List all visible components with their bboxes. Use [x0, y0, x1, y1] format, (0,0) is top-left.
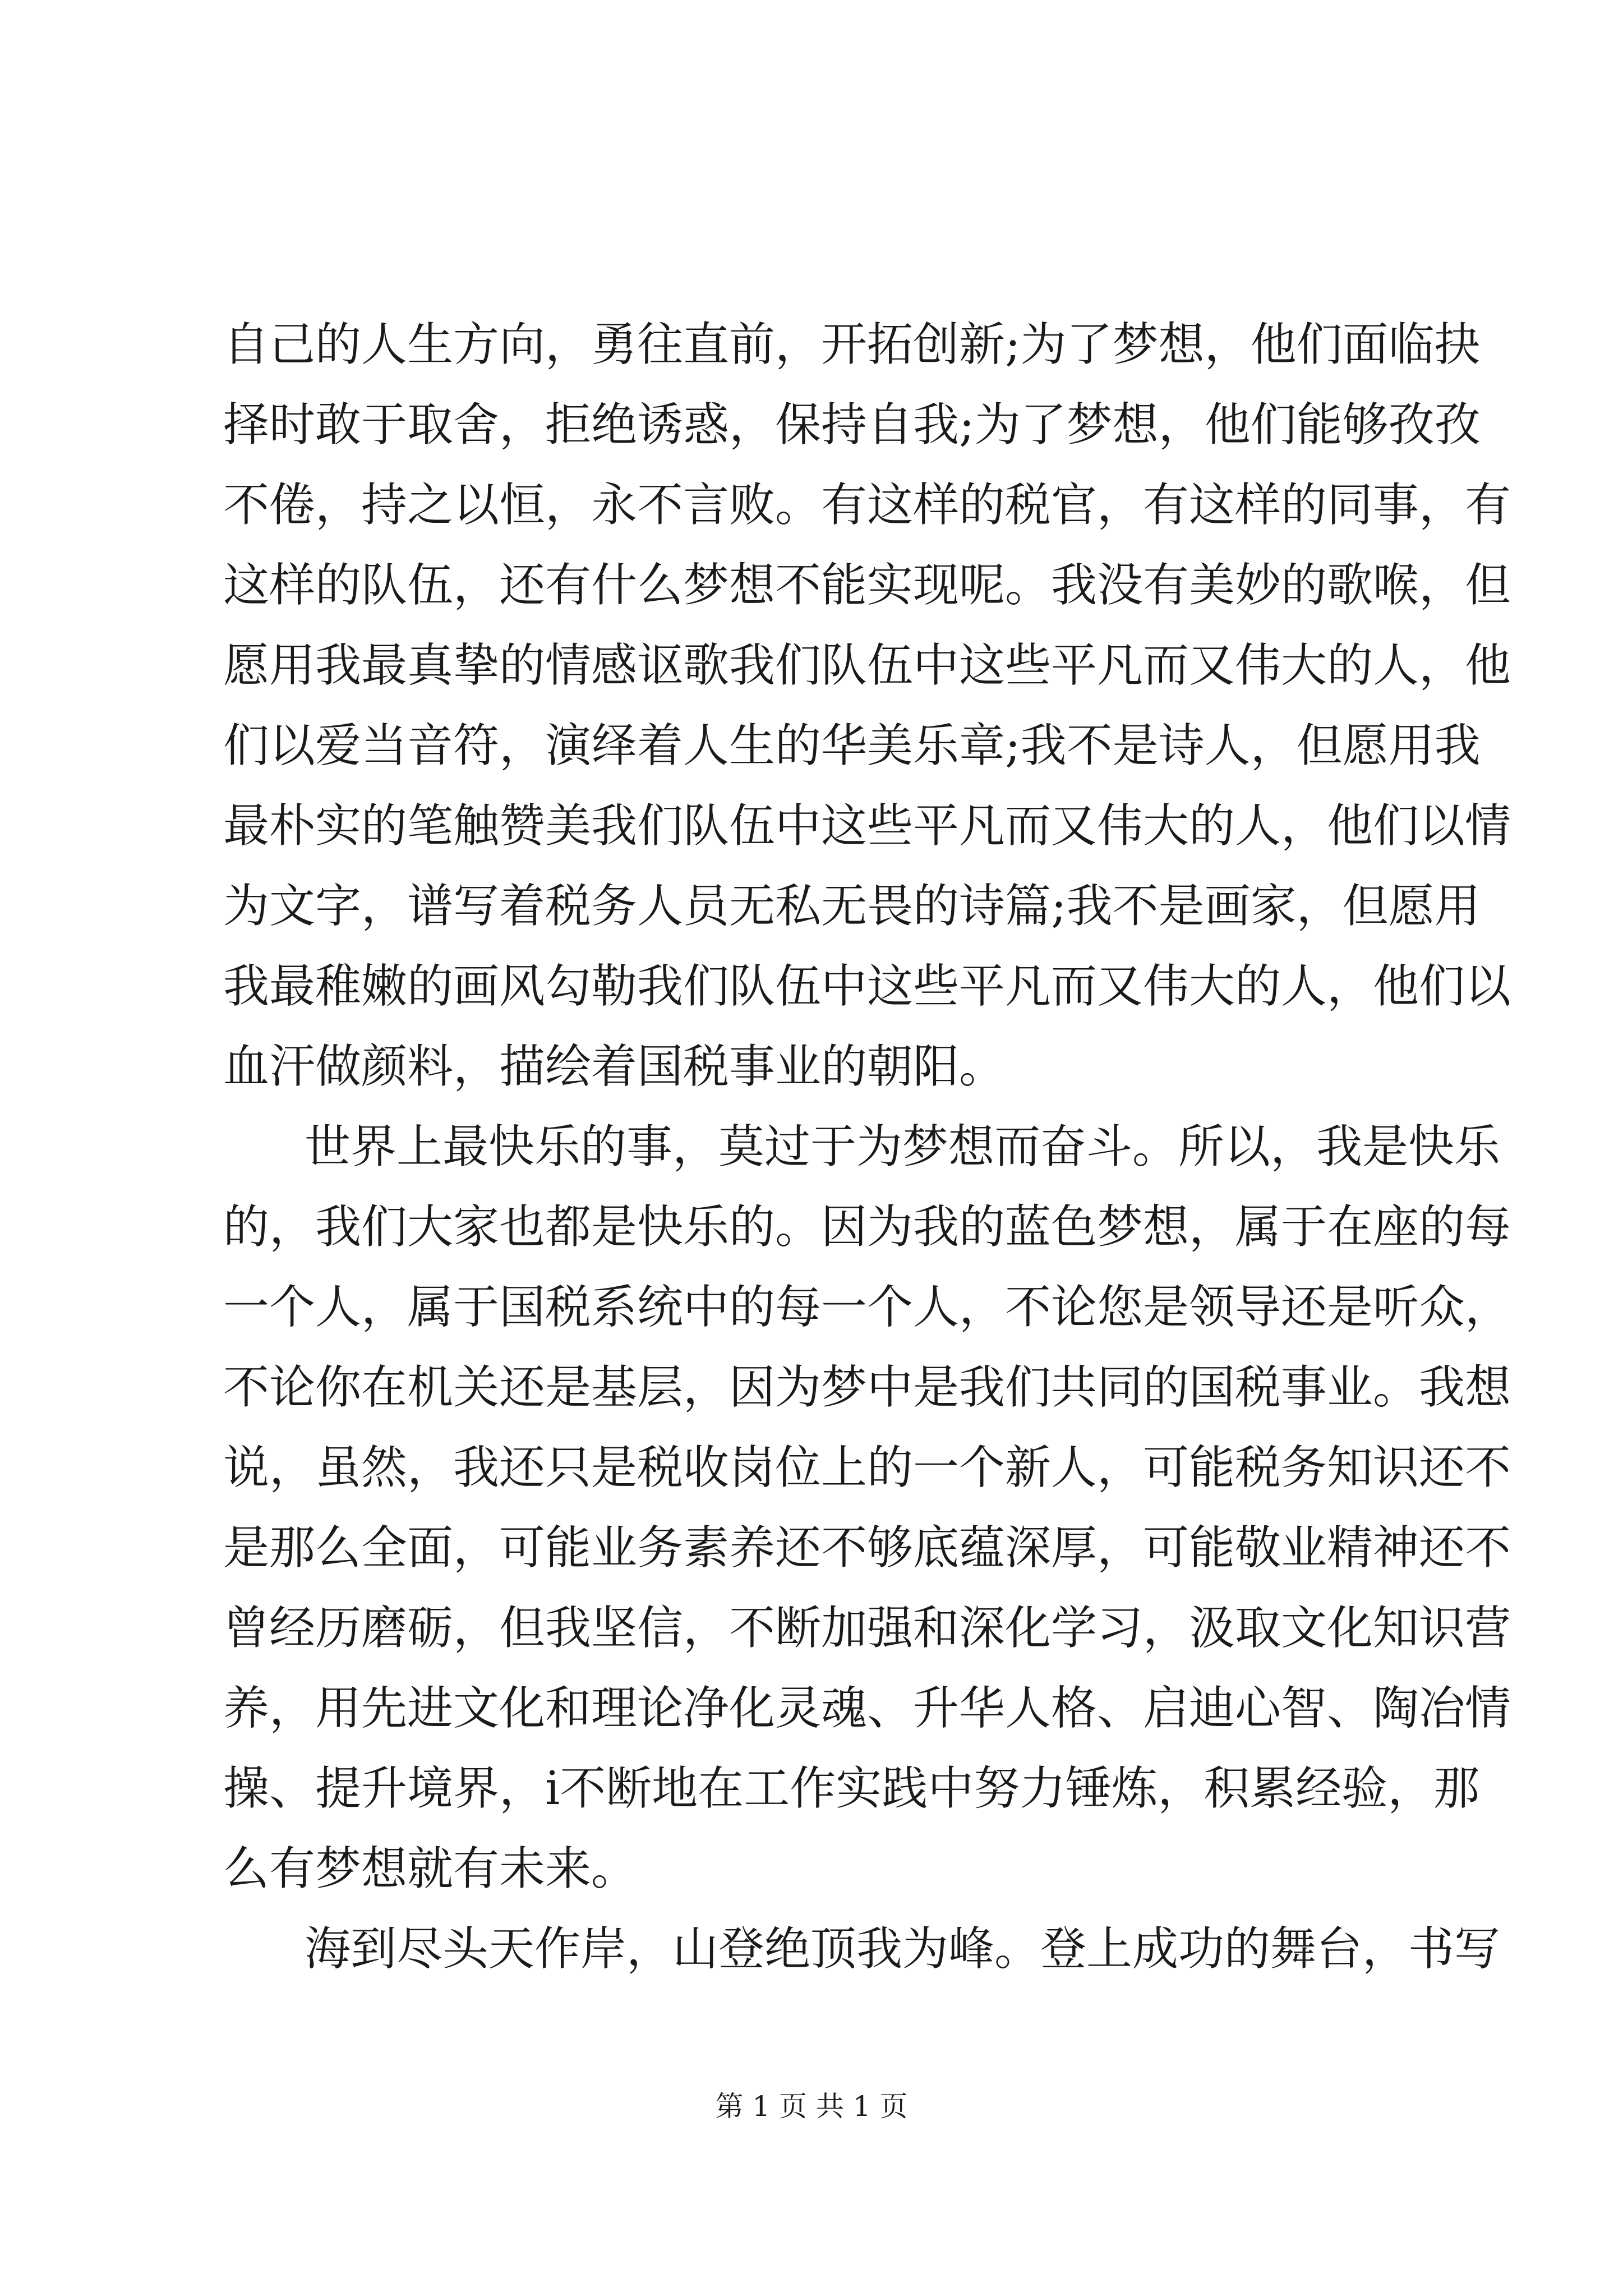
text-line: 说，虽然，我还只是税收岗位上的一个新人，可能税务知识还不: [223, 1441, 1511, 1494]
text-line: 曾经历磨砺，但我坚信，不断加强和深化学习，汲取文化知识营: [223, 1602, 1511, 1655]
text-line: 我最稚嫩的画风勾勒我们队伍中这些平凡而又伟大的人，他们以: [223, 960, 1511, 1013]
text-line: 自己的人生方向，勇往直前，开拓创新;为了梦想，他们面临抉: [223, 318, 1481, 371]
text-line: 的，我们大家也都是快乐的。因为我的蓝色梦想，属于在座的每: [223, 1200, 1511, 1254]
text-line: 不倦，持之以恒，永不言败。有这样的税官，有这样的同事，有: [223, 478, 1511, 532]
text-line: 择时敢于取舍，拒绝诱惑，保持自我;为了梦想，他们能够孜孜: [223, 398, 1481, 452]
text-line: 最朴实的笔触赞美我们队伍中这些平凡而又伟大的人，他们以情: [223, 799, 1511, 853]
paragraph-first-line: 世界上最快乐的事，莫过于为梦想而奋斗。所以，我是快乐: [305, 1120, 1501, 1174]
paragraph-first-line: 海到尽头天作岸，山登绝顶我为峰。登上成功的舞台，书写: [305, 1922, 1501, 1976]
text-line: 这样的队伍，还有什么梦想不能实现呢。我没有美妙的歌喉，但: [223, 559, 1511, 612]
text-line: 愿用我最真挚的情感讴歌我们队伍中这些平凡而又伟大的人，他: [223, 639, 1511, 692]
text-line: 养，用先进文化和理论净化灵魂、升华人格、启迪心智、陶冶情: [223, 1682, 1511, 1735]
text-line: 为文字，谱写着税务人员无私无畏的诗篇;我不是画家，但愿用: [223, 880, 1481, 933]
text-line: 是那么全面，可能业务素养还不够底蕴深厚，可能敬业精神还不: [223, 1521, 1511, 1575]
text-line: 么有梦想就有未来。: [223, 1842, 638, 1895]
text-line: 血汗做颜料，描绘着国税事业的朝阳。: [223, 1040, 1006, 1093]
text-line: 们以爱当音符，演绎着人生的华美乐章;我不是诗人，但愿用我: [223, 719, 1481, 772]
text-line: 操、提升境界，i不断地在工作实践中努力锤炼，积累经验，那: [223, 1762, 1480, 1815]
text-line: 一个人，属于国税系统中的每一个人，不论您是领导还是听众，: [223, 1281, 1511, 1334]
page-number-footer: 第 1 页 共 1 页: [715, 2090, 908, 2123]
text-line: 不论你在机关还是基层，因为梦中是我们共同的国税事业。我想: [223, 1361, 1511, 1414]
